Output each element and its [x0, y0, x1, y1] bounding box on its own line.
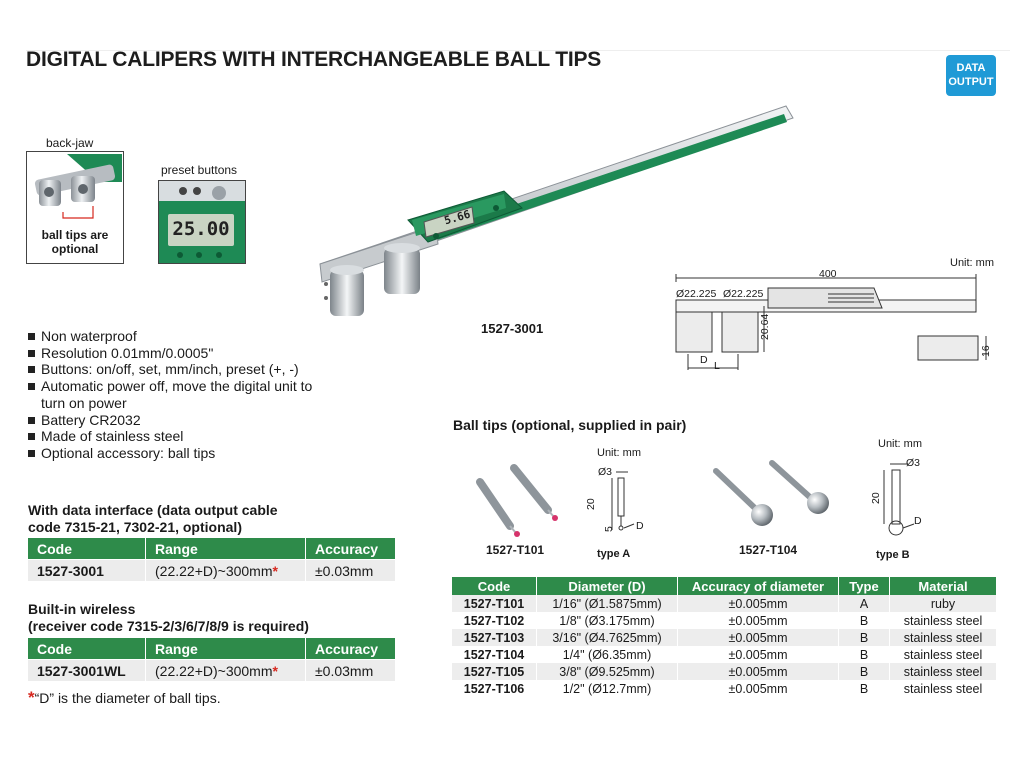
dim-height: 20.64 — [759, 313, 771, 340]
cell-accuracy: ±0.005mm — [678, 629, 839, 646]
tip-t101-label: 1527-T101 — [486, 543, 545, 557]
type-b-unit: Unit: mm — [878, 438, 922, 450]
table-row — [28, 560, 395, 582]
cell-code: 1527-3001WL — [28, 660, 146, 682]
table-row — [452, 646, 996, 663]
cell-material: ruby — [890, 595, 997, 612]
cell-code: 1527-T102 — [463, 613, 525, 628]
cell-accuracy: ±0.005mm — [678, 612, 839, 629]
table-row — [452, 680, 996, 697]
cell-type: A — [839, 595, 890, 612]
col-header-accuracy: Accuracy of diameter — [678, 577, 839, 595]
asterisk-mark: * — [272, 662, 278, 679]
feature-item: Resolution 0.01mm/0.0005" — [28, 345, 331, 362]
ball-tips-heading: Ball tips (optional, supplied in pair) — [453, 417, 687, 433]
table-header-row — [28, 638, 395, 660]
caliper-display-readout: 5.66 — [442, 207, 472, 228]
type-a-dia: Ø3 — [598, 466, 613, 478]
cell-code: 1527-T106 — [463, 681, 525, 696]
ball-tips-optional-note — [26, 228, 124, 256]
data-interface-table — [28, 538, 395, 581]
product-model-label: 1527-3001 — [481, 321, 544, 336]
asterisk-mark: * — [272, 562, 278, 579]
type-a-unit: Unit: mm — [597, 447, 641, 459]
table-row — [452, 663, 996, 680]
type-b-dia: Ø3 — [906, 457, 921, 469]
table-header-row — [452, 577, 996, 595]
footnote-text: “D” is the diameter of ball tips. — [34, 690, 221, 706]
cell-accuracy: ±0.03mm — [306, 660, 396, 682]
table-row — [452, 629, 996, 646]
dim-l-label: L — [714, 360, 720, 372]
cell-code: 1527-T103 — [452, 629, 537, 646]
feature-item: Automatic power off, move the digital unit to turn on power — [28, 378, 331, 411]
wireless-heading — [28, 601, 309, 634]
col-header-accuracy: Accuracy — [306, 638, 396, 660]
cell-code: 1527-T104 — [463, 647, 525, 662]
cell-accuracy: ±0.005mm — [678, 680, 839, 697]
cell-code: 1527-T105 — [452, 663, 537, 680]
cell-material: stainless steel — [890, 646, 997, 663]
feature-item: Battery CR2032 — [28, 412, 331, 429]
cell-material: stainless steel — [890, 663, 997, 680]
cell-range: (22.22+D)~300mm — [155, 562, 273, 579]
wireless-table — [28, 638, 395, 681]
dim-dia-1: Ø22.225 — [676, 288, 717, 300]
table-row — [28, 660, 395, 682]
cell-accuracy: ±0.005mm — [678, 646, 839, 663]
col-header-code: Code — [28, 538, 146, 560]
wireless-heading-line-1: Built-in wireless — [28, 601, 136, 617]
cell-type: B — [839, 646, 890, 663]
feature-item: Optional accessory: ball tips — [28, 445, 331, 462]
data-interface-heading-line-1: With data interface (data output cable — [28, 502, 278, 518]
cell-diameter: 3/8" (Ø9.525mm) — [537, 663, 678, 680]
type-a-length: 20 — [585, 498, 597, 510]
badge-line-1: DATA — [956, 62, 986, 74]
col-header-range: Range — [146, 638, 306, 660]
cell-code: 1527-3001 — [28, 560, 146, 582]
data-interface-heading — [28, 502, 278, 535]
type-a-small-dim: 5 — [603, 526, 615, 532]
dim-length: 400 — [819, 268, 837, 280]
preset-buttons-label: preset buttons — [161, 163, 238, 177]
type-a-d-label: D — [636, 520, 644, 532]
ball-tip-t104-photo — [700, 455, 840, 535]
cell-diameter: 1/16" (Ø1.5875mm) — [537, 595, 678, 612]
data-output-badge — [946, 55, 996, 96]
data-interface-heading-line-2: code 7315-21, 7302-21, optional) — [28, 518, 242, 535]
cell-accuracy: ±0.03mm — [306, 560, 396, 582]
cell-accuracy: ±0.005mm — [678, 663, 839, 680]
dim-dia-2: Ø22.225 — [723, 288, 764, 300]
cell-diameter: 1/4" (Ø6.35mm) — [537, 646, 678, 663]
page-title: DIGITAL CALIPERS WITH INTERCHANGEABLE BALL TIPS — [26, 48, 602, 71]
col-header-code: Code — [452, 577, 537, 595]
table-row — [452, 595, 996, 612]
col-header-range: Range — [146, 538, 306, 560]
back-jaw-label: back-jaw — [46, 136, 94, 150]
wireless-heading-line-2: (receiver code 7315-2/3/6/7/8/9 is required) — [28, 617, 309, 634]
cell-code: 1527-T101 — [452, 595, 537, 612]
footnote — [28, 688, 221, 708]
type-b-label: type B — [876, 549, 910, 561]
cell-type: B — [839, 680, 890, 697]
table-row — [452, 612, 996, 629]
type-b-d-label: D — [914, 515, 922, 527]
ball-tip-t101-photo — [470, 460, 570, 540]
cell-material: stainless steel — [890, 680, 997, 697]
type-b-length: 20 — [870, 492, 882, 504]
feature-item: Buttons: on/off, set, mm/inch, preset (+, -) — [28, 361, 331, 378]
cell-type: B — [839, 612, 890, 629]
col-header-material: Material — [890, 577, 997, 595]
ball-tips-table — [452, 577, 996, 697]
col-header-type: Type — [839, 577, 890, 595]
col-header-code: Code — [28, 638, 146, 660]
cell-type: B — [839, 663, 890, 680]
tip-t104-label: 1527-T104 — [739, 543, 798, 557]
type-a-label: type A — [597, 548, 631, 560]
ball-tips-note-line-2: optional — [51, 242, 99, 256]
col-header-accuracy: Accuracy — [306, 538, 396, 560]
cell-type: B — [839, 629, 890, 646]
table-header-row — [28, 538, 395, 560]
drawing-unit-label: Unit: mm — [950, 257, 994, 269]
preset-display-readout: 25.00 — [172, 218, 230, 240]
preset-buttons-inset — [158, 180, 246, 264]
feature-list — [28, 328, 331, 462]
col-header-diameter: Diameter (D) — [537, 577, 678, 595]
cell-accuracy: ±0.005mm — [678, 595, 839, 612]
cell-range-wrap — [146, 660, 306, 682]
cell-diameter: 3/16" (Ø4.7625mm) — [537, 629, 678, 646]
cell-range: (22.22+D)~300mm — [155, 662, 273, 679]
feature-item: Made of stainless steel — [28, 428, 331, 445]
ball-tips-note-line-1: ball tips are — [41, 228, 109, 242]
feature-item: Non waterproof — [28, 328, 331, 345]
footnote-asterisk: * — [28, 688, 35, 707]
cell-material: stainless steel — [890, 629, 997, 646]
badge-line-2: OUTPUT — [948, 76, 994, 88]
cell-range-wrap — [146, 560, 306, 582]
cell-diameter: 1/8" (Ø3.175mm) — [537, 612, 678, 629]
cell-material: stainless steel — [890, 612, 997, 629]
cell-diameter: 1/2" (Ø12.7mm) — [537, 680, 678, 697]
dim-d-label: D — [700, 354, 708, 366]
dim-thickness: 16 — [980, 345, 992, 357]
